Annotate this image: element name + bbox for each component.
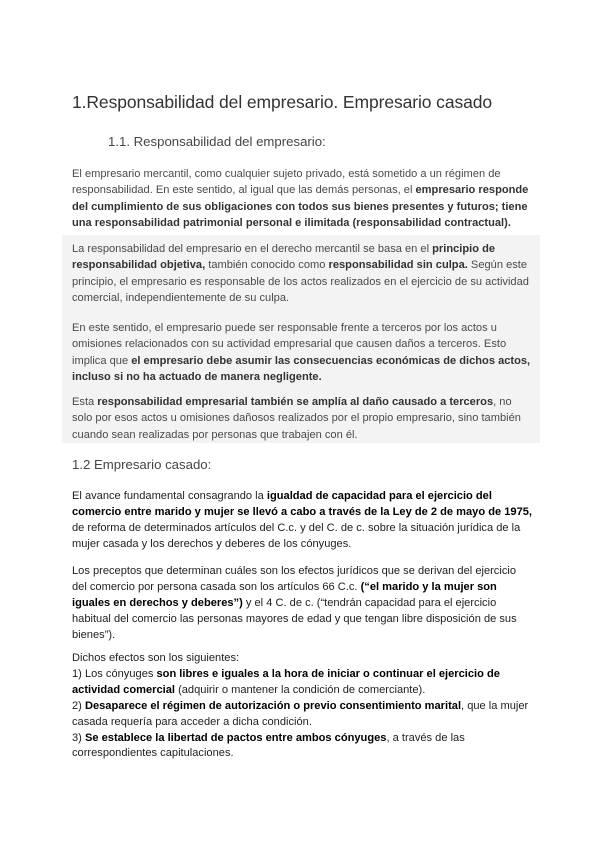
paragraph-responsabilidad-ampliada — [72, 394, 532, 443]
p1-text: El empresario mercantil, como cualquier sujeto privado, está sometido a un régimen de responsabilidad. En este sentido, al igual que las demás personas, el — [72, 168, 501, 197]
p3-text: En este sentido, el empresario puede ser responsable frente a terceros por los actos u omisiones relacionados con su actividad empresarial que causen daños a terceros. Esto implica que — [72, 322, 507, 367]
section-heading-1-2: 1.2 Empresario casado: — [72, 457, 212, 472]
p3-bold: el empresario debe asumir las consecuencias económicas de dichos actos, incluso si no ha actuado de manera negligente. — [72, 354, 531, 383]
p5-text-2: de reforma de determinados artículos del C.c. y del C. de c. sobre la situación jurídica de la mujer casada y los derechos y deberes de los cónyuges. — [72, 521, 521, 550]
paragraph-preceptos — [72, 564, 532, 644]
list-item-1-text-1: 1) Los cónyuges — [72, 667, 157, 680]
p2-text-2: también conocido como — [205, 259, 329, 272]
p5-bold: igualdad de capacidad para el ejercicio del comercio entre marido y mujer se llevó a cabo a través de la Ley de 2 de mayo de 1975, — [72, 490, 532, 518]
p6-bold: (“el marido y la mujer son iguales en derechos y deberes”) — [72, 580, 497, 609]
p6-text-2: y el 4 C. de c. (“tendrán capacidad para el ejercicio habitual del comercio las personas mayores de edad y que tengan libre disposición de sus bienes”). — [72, 596, 517, 641]
section-heading-1-1: 1.1. Responsabilidad del empresario: — [108, 134, 326, 149]
p4-text-1: Esta — [72, 396, 98, 408]
p2-bold-2: responsabilidad sin culpa. — [328, 259, 468, 272]
paragraph-responsabilidad-intro — [72, 166, 532, 231]
p1-bold: empresario responde del cumplimiento de sus obligaciones con todos sus bienes presentes y futuros; tiene una responsabilidad patrimonial personal e ilimitada (responsabilidad contractual). — [72, 184, 529, 229]
list-item-1-bold: son libres e iguales a la hora de iniciar o continuar el ejercicio de actividad comercial — [72, 667, 500, 696]
list-intro: Dichos efectos son los siguientes: — [72, 652, 240, 664]
list-item-1-text-2: (adquirir o mantener la condición de comerciante). — [174, 683, 426, 696]
paragraph-responsabilidad-objetiva — [72, 241, 532, 306]
p2-text-3: Según este principio, el empresario es responsable de los actos realizados en el ejercicio de su actividad comercial, independientemente de su culpa. — [72, 259, 529, 304]
list-item-1 — [72, 667, 532, 699]
paragraph-ley-1975 — [72, 489, 532, 553]
p6-text-1: Los preceptos que determinan cuáles son los efectos jurídicos que se derivan del ejercicio del comercio por persona casada son los artículos 66 C.c. — [72, 565, 517, 593]
p2-text-1: La responsabilidad del empresario en el derecho mercantil se basa en el — [72, 243, 433, 255]
p2-bold-1: principio de responsabilidad objetiva, — [72, 243, 496, 272]
list-item-2-bold: Desaparece el régimen de autorización o previo consentimiento marital — [84, 699, 462, 712]
page-title: 1.Responsabilidad del empresario. Empresario casado — [72, 92, 492, 112]
list-item-3-text-2: , a través de las correspondientes capitulaciones. — [72, 731, 465, 760]
p4-text-2: , no solo por esos actos u omisiones dañosos realizados por el propio empresario, sino también cuando sean realizadas por personas que trabajen con él. — [72, 396, 521, 441]
list-item-3 — [72, 731, 532, 763]
list-item-3-bold: Se establece la libertad de pactos entre ambos cónyuges — [84, 731, 387, 744]
list-item-2-text-1: 2) — [72, 699, 85, 712]
p4-bold: responsabilidad empresarial también se amplía al daño causado a terceros — [97, 396, 494, 408]
list-item-2 — [72, 699, 532, 731]
paragraph-responsabilidad-terceros — [72, 320, 532, 385]
p5-text-1: El avance fundamental consagrando la — [72, 490, 267, 502]
list-item-2-text-2: , que la mujer casada requería para acceder a dicha condición. — [72, 699, 529, 728]
paragraph-efectos-list — [72, 651, 532, 762]
list-item-3-text-1: 3) — [72, 731, 85, 744]
